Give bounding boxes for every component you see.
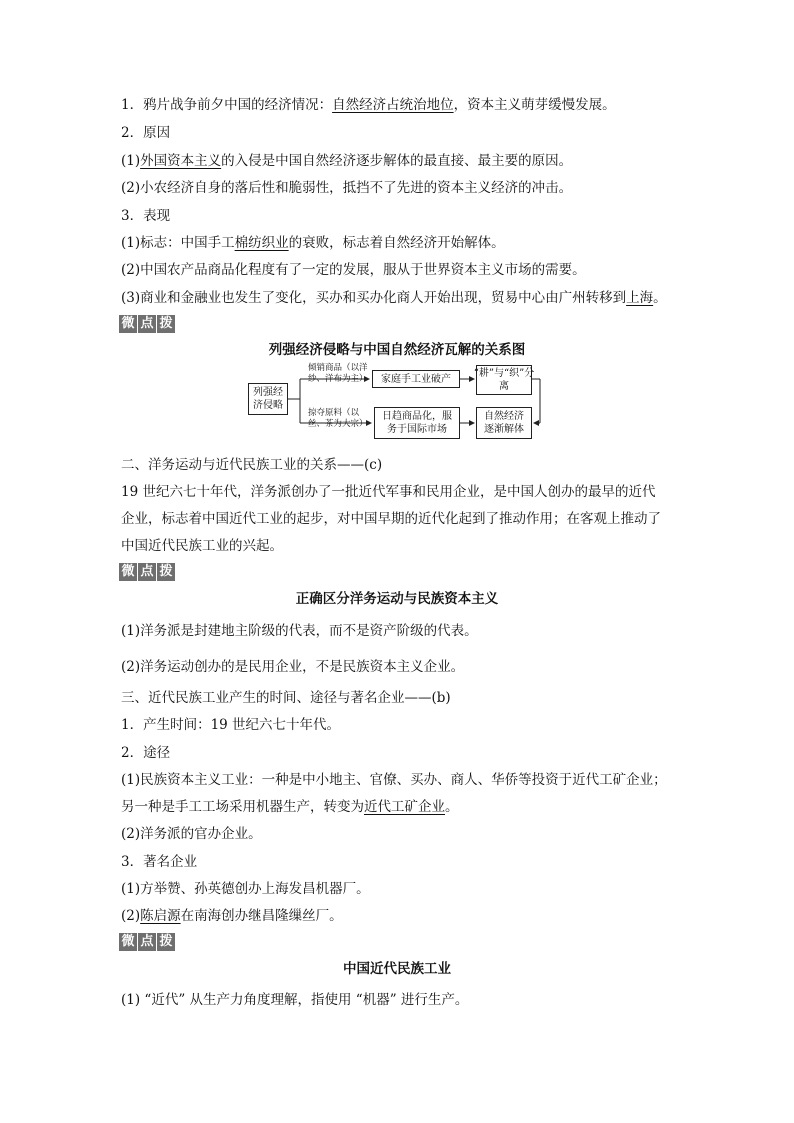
s2-note-1: (1)洋务派是封建地主阶级的代表，而不是资产阶级的代表。 [121,623,478,639]
s1-line-6: (1)标志：中国手工棉纺织业的衰败，标志着自然经济开始解体。 [121,235,505,251]
s1-line-2: 2．原因 [121,125,171,141]
s3-line-5: (2)洋务派的官办企业。 [121,826,262,842]
s2-para-3: 中国近代民族工业的兴起。 [121,538,283,554]
s3-line-6: 3．著名企业 [121,854,198,870]
relation-diagram [244,361,544,445]
s1-line-5: 3．表现 [121,208,171,224]
note-badge: 微 点 拨 [119,933,175,951]
s2-para-2: 企业，标志着中国近代工业的起步，对中国早期的近代化起到了推动作用；在客观上推动了 [121,511,661,527]
s3-heading: 三、近代民族工业产生的时间、途径与著名企业——(b) [121,690,451,706]
note-title: 正确区分洋务运动与民族资本主义 [295,591,499,607]
s3-line-8: (2)陈启源在南海创办继昌隆缫丝厂。 [121,908,343,924]
underlined-term: 上海 [626,290,654,306]
s3-note-1: (1) “近代” 从生产力角度理解，指使用 “机器” 进行生产。 [121,992,469,1008]
box-foreign-aggression: 列强经济侵略 [248,383,288,415]
box-natural-economy-disintegration: 自然经济逐渐解体 [476,407,532,439]
label-dumping-goods: 倾销商品（以洋纱、洋布为主） [308,363,368,384]
s1-line-3: (1)外国资本主义的入侵是中国自然经济逐步解体的最直接、最主要的原因。 [121,153,573,169]
s3-line-4: 另一种是手工工场采用机器生产，转变为近代工矿企业。 [121,799,459,815]
s1-line-7: (2)中国农产品商品化程度有了一定的发展，服从于世界资本主义市场的需要。 [121,262,586,278]
s3-line-2: 2．途径 [121,745,171,761]
box-handicraft-bankrupt: 家庭手工业破产 [372,370,460,388]
s3-line-7: (1)方举赞、孙英德创办上海发昌机器厂。 [121,881,370,897]
s1-line-1: 1．鸦片战争前夕中国的经济情况：自然经济占统治地位，资本主义萌芽缓慢发展。 [121,97,616,113]
box-commercialization: 日趋商品化，服务于国际市场 [374,407,460,439]
s3-line-1: 1．产生时间：19 世纪六七十年代。 [121,717,341,733]
s2-para-1: 19 世纪六七十年代，洋务派创办了一批近代军事和民用企业，是中国人创办的最早的近代 [121,484,656,500]
box-farming-weaving-separation: “耕”与“织”分离 [476,365,532,395]
label-plunder-materials: 掠夺原料（以丝、茶为大宗） [308,408,368,429]
underlined-term: 陈启源 [140,908,181,924]
note-title: 中国近代民族工业 [343,961,451,977]
s1-line-8: (3)商业和金融业也发生了变化，买办和买办化商人开始出现，贸易中心由广州转移到上海。 [121,290,667,306]
s1-line-4: (2)小农经济自身的落后性和脆弱性，抵挡不了先进的资本主义经济的冲击。 [121,180,573,196]
underlined-term: 外国资本主义 [140,153,222,169]
underlined-term: 棉纺织业 [234,235,289,251]
s2-heading: 二、洋务运动与近代民族工业的关系——(c) [121,457,383,473]
note-badge: 微 点 拨 [119,315,175,333]
s3-line-3: (1)民族资本主义工业：一种是中小地主、官僚、买办、商人、华侨等投资于近代工矿企业； [121,772,667,788]
diagram-title: 列强经济侵略与中国自然经济瓦解的关系图 [268,342,526,358]
s2-note-2: (2)洋务运动创办的是民用企业，不是民族资本主义企业。 [121,659,465,675]
underlined-term: 自然经济 [332,97,387,113]
note-badge: 微 点 拨 [119,563,175,581]
underlined-term: 近代工矿企业 [364,799,445,815]
